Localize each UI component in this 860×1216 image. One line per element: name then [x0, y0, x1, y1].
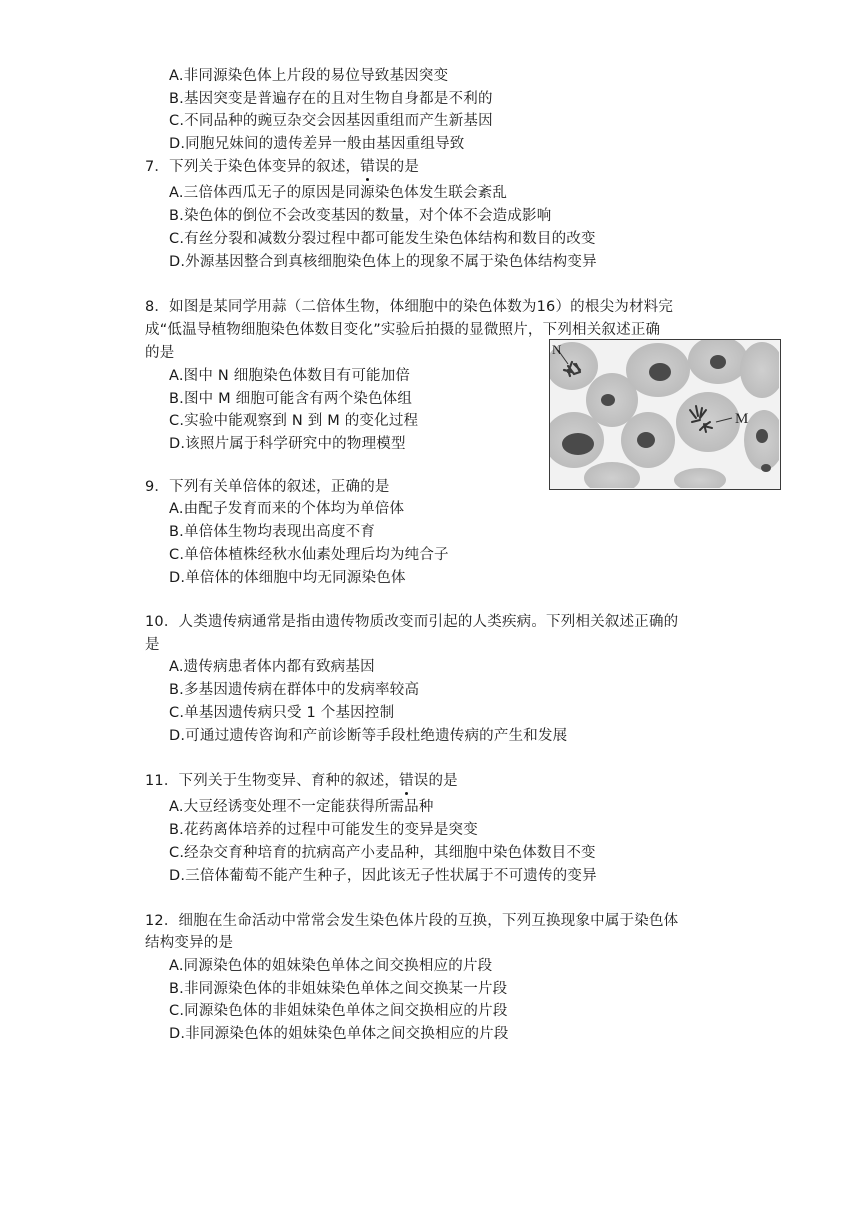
q12-stem-line-2: 结构变异的是	[145, 935, 234, 951]
q6-option-c: C.不同品种的豌豆杂交会因基因重组而产生新基因	[169, 113, 493, 129]
q7-emphasis-2: 误	[374, 159, 390, 175]
q7-option-a: A.三倍体西瓜无子的原因是同源染色体发生联会紊乱	[169, 185, 508, 201]
q9-option-c: C.单倍体植株经秋水仙素处理后均为纯合子	[169, 547, 449, 563]
q10-stem-line-2: 是	[145, 637, 160, 653]
label-m: M	[735, 411, 749, 427]
q12-option-a: A.同源染色体的姐妹染色单体之间交换相应的片段	[169, 958, 493, 974]
q7-stem-post: 的是	[389, 159, 420, 175]
q11-option-a: A.大豆经诱变处理不一定能获得所需品种	[169, 799, 434, 815]
q12-option-d: D.非同源染色体的姐妹染色单体之间交换相应的片段	[169, 1026, 509, 1042]
q9-option-d: D.单倍体的体细胞中均无同源染色体	[169, 570, 406, 586]
q12-option-c: C.同源染色体的非姐妹染色单体之间交换相应的片段	[169, 1003, 508, 1019]
q8-stem-line-1: 8．如图是某同学用蒜（二倍体生物，体细胞中的染色体数为16）的根尖为材料完	[145, 299, 674, 315]
q8-option-c: C.实验中能观察到 N 到 M 的变化过程	[169, 413, 419, 429]
q11-stem-post: 的是	[428, 773, 458, 789]
q12-option-b: B.非同源染色体的非姐妹染色单体之间交换某一片段	[169, 981, 508, 997]
q6-option-a: A.非同源染色体上片段的易位导致基因突变	[169, 68, 449, 84]
q11-emphasis-1: 错	[399, 773, 414, 789]
q11-emphasis-2: 误	[413, 773, 429, 789]
q8-stem-line-3: 的是	[145, 345, 175, 361]
q7-emphasis-1: 错	[360, 159, 375, 175]
q7-stem-pre: 7．下列关于染色体变异的叙述，	[145, 159, 361, 175]
q8-option-a: A.图中 N 细胞染色体数目有可能加倍	[169, 368, 411, 384]
q7-option-d: D.外源基因整合到真核细胞染色体上的现象不属于染色体结构变异	[169, 254, 597, 270]
q10-option-b: B.多基因遗传病在群体中的发病率较高	[169, 682, 420, 698]
q8-stem-line-2: 成“低温导植物细胞染色体数目变化”实验后拍摄的显微照片，下列相关叙述正确	[145, 322, 661, 338]
q10-stem-line-1: 10．人类遗传病通常是指由遗传物质改变而引起的人类疾病。下列相关叙述正确的	[145, 614, 679, 630]
micrograph-figure	[549, 339, 781, 490]
q9-stem: 9．下列有关单倍体的叙述，正确的是	[145, 479, 390, 495]
q9-option-b: B.单倍体生物均表现出高度不育	[169, 524, 376, 540]
q11-stem	[145, 771, 458, 791]
q11-option-b: B.花药离体培养的过程中可能发生的变异是突变	[169, 822, 478, 838]
q11-option-c: C.经杂交育种培育的抗病高产小麦品种，其细胞中染色体数目不变	[169, 845, 596, 861]
q7-option-c: C.有丝分裂和减数分裂过程中都可能发生染色体结构和数目的改变	[169, 231, 596, 247]
label-n: N	[552, 342, 562, 357]
q10-option-c: C.单基因遗传病只受 1 个基因控制	[169, 705, 395, 721]
q7-option-b: B.染色体的倒位不会改变基因的数量，对个体不会造成影响	[169, 208, 552, 224]
q6-option-d: D.同胞兄妹间的遗传差异一般由基因重组导致	[169, 136, 465, 152]
q7-stem	[145, 157, 419, 177]
q6-option-b: B.基因突变是普遍存在的且对生物自身都是不利的	[169, 91, 493, 107]
q9-option-a: A.由配子发育而来的个体均为单倍体	[169, 501, 405, 517]
q10-option-a: A.遗传病患者体内都有致病基因	[169, 659, 375, 675]
q10-option-d: D.可通过遗传咨询和产前诊断等手段杜绝遗传病的产生和发展	[169, 728, 568, 744]
micrograph-image	[550, 340, 779, 488]
q8-option-b: B.图中 M 细胞可能含有两个染色体组	[169, 391, 413, 407]
q12-stem-line-1: 12．细胞在生命活动中常常会发生染色体片段的互换，下列互换现象中属于染色体	[145, 913, 679, 929]
q11-option-d: D.三倍体葡萄不能产生种子，因此该无子性状属于不可遗传的变异	[169, 868, 597, 884]
q11-stem-pre: 11．下列关于生物变异、育种的叙述，	[145, 773, 400, 789]
q8-option-d: D.该照片属于科学研究中的物理模型	[169, 436, 406, 452]
